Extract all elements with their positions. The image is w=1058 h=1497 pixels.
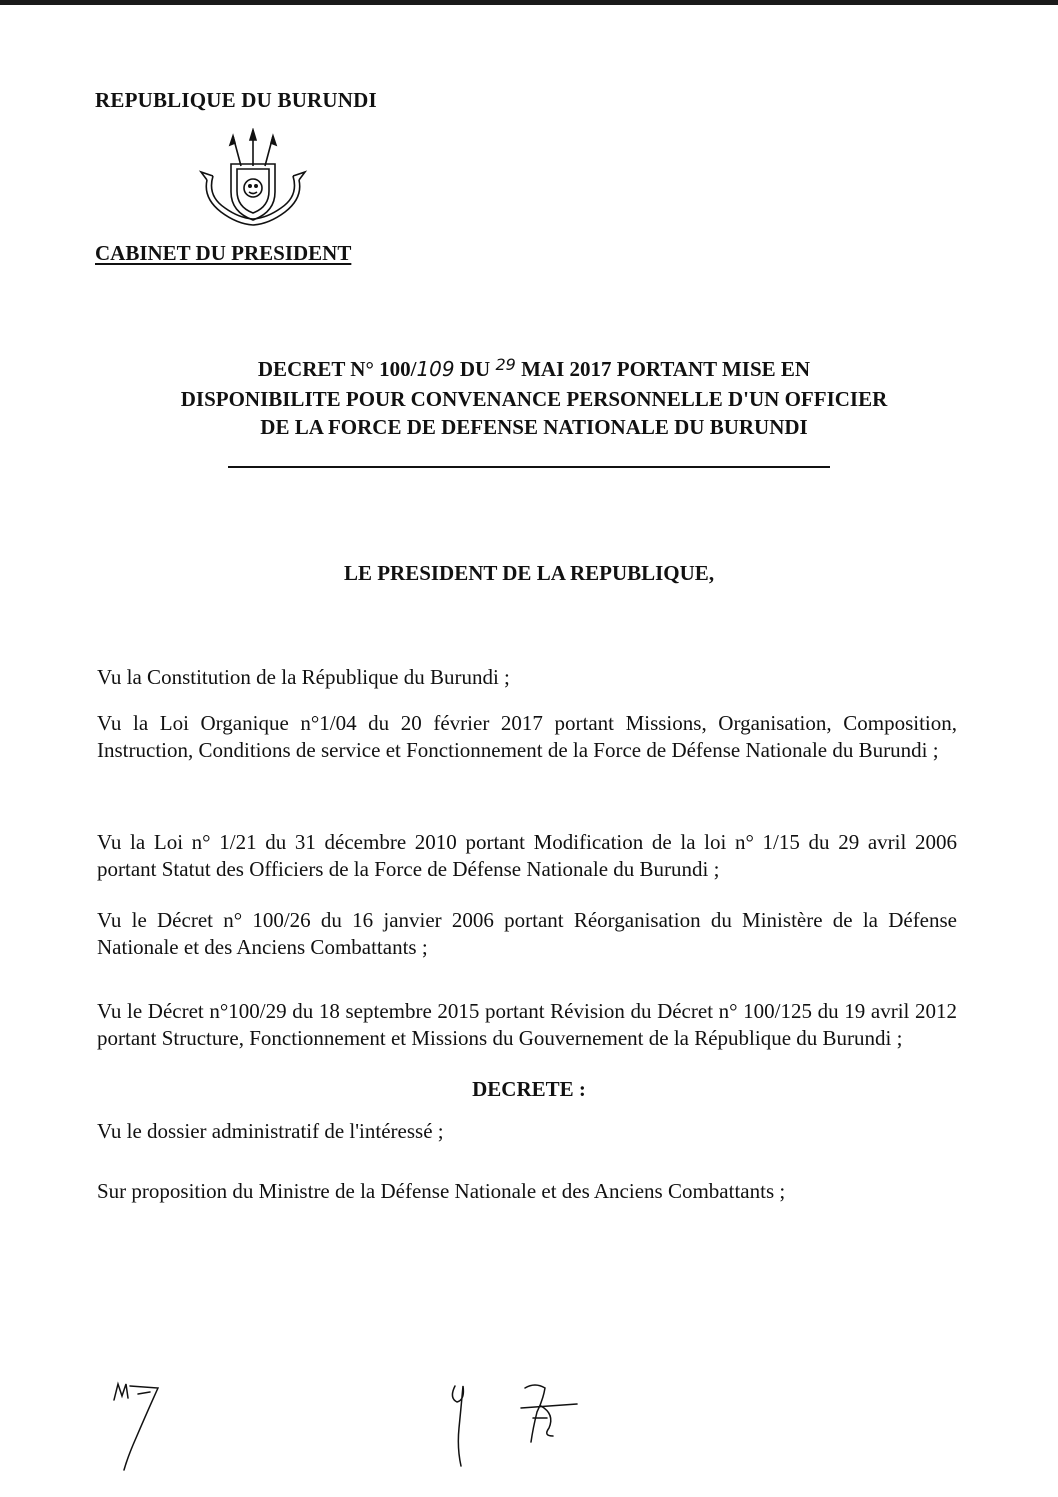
- consideration-decree-100-26: Vu le Décret n° 100/26 du 16 janvier 2006 portant Réorganisation du Ministère de la Défense Nationale et des Anciens Combattants ;: [97, 908, 957, 959]
- consideration-decree-100-29: Vu le Décret n°100/29 du 18 septembre 2015 portant Révision du Décret n° 100/125 du 19 avril 2012 portant Structure, Fonctionnement et Missions du Gouvernement de la République du Burundi ;: [97, 999, 957, 1050]
- republic-heading: REPUBLIQUE DU BURUNDI: [95, 88, 377, 112]
- decree-du: DU: [454, 357, 496, 381]
- consideration-organic-law: Vu la Loi Organique n°1/04 du 20 février 2017 portant Missions, Organisation, Composition, Instruction, Conditions de service et Fonctionnement de la Force de Défense Nationale du Burundi ;: [97, 711, 957, 762]
- decrete-heading: DECRETE :: [472, 1077, 586, 1101]
- president-heading: LE PRESIDENT DE LA REPUBLIQUE,: [343, 561, 715, 585]
- burundi-coat-of-arms-icon: [193, 128, 313, 238]
- title-divider: [228, 466, 830, 468]
- decree-number-prefix: DECRET N° 100/: [257, 357, 417, 381]
- decree-day-handwritten: 29: [495, 355, 516, 374]
- initials-right-signature: [445, 1378, 585, 1483]
- cabinet-heading: CABINET DU PRESIDENT: [95, 241, 352, 265]
- decree-date-rest: MAI 2017 PORTANT MISE EN: [515, 357, 811, 381]
- decree-title-line-2: DISPONIBILITE POUR CONVENANCE PERSONNELLE D'UN OFFICIER: [180, 387, 888, 411]
- decree-title-line-1: [90, 355, 978, 385]
- decree-number-handwritten: 109: [416, 357, 455, 381]
- decree-title: [90, 355, 978, 441]
- consideration-minister-proposal: Sur proposition du Ministre de la Défense Nationale et des Anciens Combattants ;: [97, 1179, 786, 1203]
- consideration-administrative-file: Vu le dossier administratif de l'intéressé ;: [97, 1119, 444, 1143]
- consideration-constitution: Vu la Constitution de la République du Burundi ;: [97, 665, 510, 689]
- scan-edge: [0, 0, 1058, 5]
- decree-title-line-3: DE LA FORCE DE DEFENSE NATIONALE DU BURUNDI: [260, 415, 808, 439]
- initials-left-signature: [108, 1380, 178, 1480]
- consideration-law-1-21: Vu la Loi n° 1/21 du 31 décembre 2010 portant Modification de la loi n° 1/15 du 29 avril 2006 portant Statut des Officiers de la Force de Défense Nationale du Burundi ;: [97, 830, 957, 881]
